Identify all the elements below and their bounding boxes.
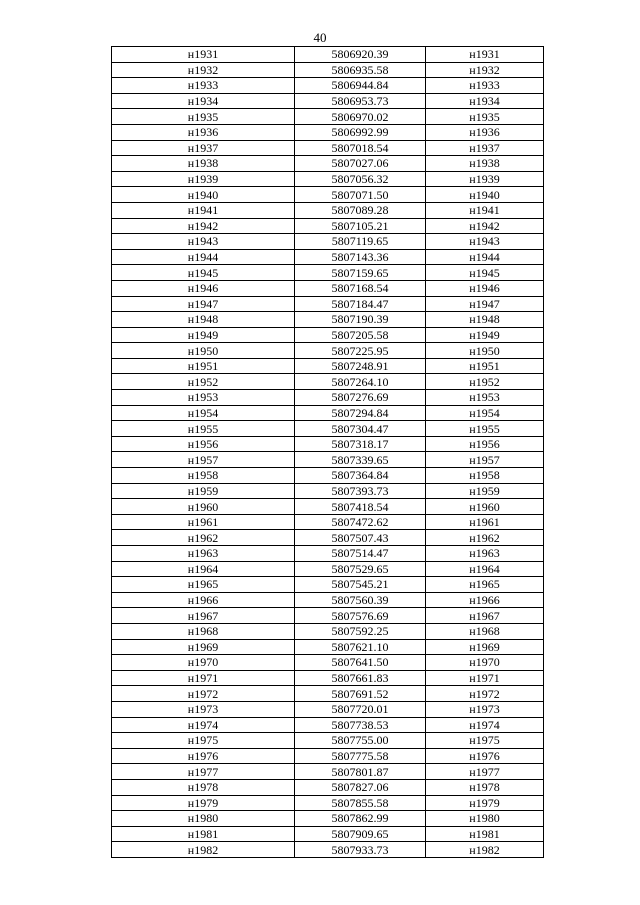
- coordinate-cell: 5807529.65: [295, 561, 426, 577]
- table-row: [112, 249, 544, 265]
- coordinate-cell: 5807827.06: [295, 779, 426, 795]
- coordinate-cell: 5807190.39: [295, 312, 426, 328]
- table-row: [112, 608, 544, 624]
- table-row: [112, 436, 544, 452]
- page-number: 40: [313, 30, 327, 45]
- point-id-repeat-cell: н1957: [426, 452, 544, 468]
- point-id-repeat-cell: н1941: [426, 202, 544, 218]
- table-row: [112, 592, 544, 608]
- point-id-cell: н1939: [112, 171, 295, 187]
- coordinate-cell: 5807105.21: [295, 218, 426, 234]
- coordinate-cell: 5807641.50: [295, 655, 426, 671]
- coordinate-cell: 5807089.28: [295, 202, 426, 218]
- coordinate-cell: 5807294.84: [295, 405, 426, 421]
- point-id-repeat-cell: н1970: [426, 655, 544, 671]
- table-row: [112, 296, 544, 312]
- coordinate-cell: 5807159.65: [295, 265, 426, 281]
- table-row: [112, 779, 544, 795]
- coordinate-cell: 5807143.36: [295, 249, 426, 265]
- coordinate-cell: 5807184.47: [295, 296, 426, 312]
- point-id-repeat-cell: н1978: [426, 779, 544, 795]
- point-id-cell: н1956: [112, 436, 295, 452]
- coordinate-cell: 5807205.58: [295, 327, 426, 343]
- coordinate-cell: 5807318.17: [295, 436, 426, 452]
- coordinates-table: [111, 46, 544, 858]
- coordinate-cell: 5807691.52: [295, 686, 426, 702]
- table-row: [112, 701, 544, 717]
- point-id-cell: н1982: [112, 842, 295, 858]
- point-id-repeat-cell: н1947: [426, 296, 544, 312]
- point-id-cell: н1979: [112, 795, 295, 811]
- point-id-repeat-cell: н1981: [426, 826, 544, 842]
- point-id-repeat-cell: н1944: [426, 249, 544, 265]
- point-id-repeat-cell: н1965: [426, 577, 544, 593]
- point-id-cell: н1950: [112, 343, 295, 359]
- point-id-repeat-cell: н1979: [426, 795, 544, 811]
- coordinate-cell: 5806944.84: [295, 78, 426, 94]
- table-row: [112, 733, 544, 749]
- table-row: [112, 390, 544, 406]
- coordinate-cell: 5807775.58: [295, 748, 426, 764]
- table-row: [112, 140, 544, 156]
- table-row: [112, 483, 544, 499]
- point-id-repeat-cell: н1959: [426, 483, 544, 499]
- point-id-cell: н1972: [112, 686, 295, 702]
- point-id-repeat-cell: н1969: [426, 639, 544, 655]
- table-row: [112, 218, 544, 234]
- table-row: [112, 421, 544, 437]
- point-id-repeat-cell: н1948: [426, 312, 544, 328]
- coordinates-table-body: [112, 47, 544, 858]
- point-id-repeat-cell: н1982: [426, 842, 544, 858]
- point-id-repeat-cell: н1971: [426, 670, 544, 686]
- point-id-repeat-cell: н1932: [426, 62, 544, 78]
- table-row: [112, 156, 544, 172]
- coordinate-cell: 5807364.84: [295, 468, 426, 484]
- point-id-cell: н1934: [112, 93, 295, 109]
- point-id-repeat-cell: н1953: [426, 390, 544, 406]
- point-id-cell: н1975: [112, 733, 295, 749]
- point-id-repeat-cell: н1935: [426, 109, 544, 125]
- table-row: [112, 62, 544, 78]
- point-id-cell: н1974: [112, 717, 295, 733]
- point-id-cell: н1936: [112, 124, 295, 140]
- point-id-cell: н1947: [112, 296, 295, 312]
- point-id-cell: н1970: [112, 655, 295, 671]
- table-row: [112, 187, 544, 203]
- point-id-cell: н1980: [112, 811, 295, 827]
- table-row: [112, 78, 544, 94]
- point-id-repeat-cell: н1938: [426, 156, 544, 172]
- point-id-cell: н1963: [112, 546, 295, 562]
- point-id-repeat-cell: н1939: [426, 171, 544, 187]
- table-row: [112, 280, 544, 296]
- table-row: [112, 47, 544, 63]
- point-id-cell: н1968: [112, 623, 295, 639]
- coordinate-cell: 5806935.58: [295, 62, 426, 78]
- point-id-cell: н1944: [112, 249, 295, 265]
- table-row: [112, 795, 544, 811]
- coordinate-cell: 5807862.99: [295, 811, 426, 827]
- table-row: [112, 358, 544, 374]
- point-id-cell: н1941: [112, 202, 295, 218]
- point-id-repeat-cell: н1974: [426, 717, 544, 733]
- table-row: [112, 655, 544, 671]
- point-id-cell: н1942: [112, 218, 295, 234]
- coordinate-cell: 5806970.02: [295, 109, 426, 125]
- point-id-cell: н1978: [112, 779, 295, 795]
- point-id-repeat-cell: н1945: [426, 265, 544, 281]
- coordinate-cell: 5807514.47: [295, 546, 426, 562]
- coordinate-cell: 5807621.10: [295, 639, 426, 655]
- table-row: [112, 452, 544, 468]
- table-row: [112, 405, 544, 421]
- point-id-cell: н1969: [112, 639, 295, 655]
- coordinate-cell: 5807248.91: [295, 358, 426, 374]
- table-row: [112, 93, 544, 109]
- table-row: [112, 811, 544, 827]
- point-id-cell: н1960: [112, 499, 295, 515]
- coordinate-cell: 5807801.87: [295, 764, 426, 780]
- coordinate-cell: 5807560.39: [295, 592, 426, 608]
- coordinate-cell: 5807418.54: [295, 499, 426, 515]
- point-id-repeat-cell: н1934: [426, 93, 544, 109]
- point-id-repeat-cell: н1937: [426, 140, 544, 156]
- table-row: [112, 717, 544, 733]
- point-id-cell: н1946: [112, 280, 295, 296]
- point-id-cell: н1965: [112, 577, 295, 593]
- point-id-cell: н1962: [112, 530, 295, 546]
- point-id-cell: н1945: [112, 265, 295, 281]
- point-id-cell: н1955: [112, 421, 295, 437]
- point-id-cell: н1937: [112, 140, 295, 156]
- point-id-cell: н1932: [112, 62, 295, 78]
- point-id-repeat-cell: н1963: [426, 546, 544, 562]
- point-id-cell: н1958: [112, 468, 295, 484]
- point-id-cell: н1949: [112, 327, 295, 343]
- table-row: [112, 577, 544, 593]
- coordinate-cell: 5807507.43: [295, 530, 426, 546]
- point-id-cell: н1951: [112, 358, 295, 374]
- point-id-cell: н1948: [112, 312, 295, 328]
- point-id-repeat-cell: н1958: [426, 468, 544, 484]
- point-id-repeat-cell: н1977: [426, 764, 544, 780]
- point-id-repeat-cell: н1950: [426, 343, 544, 359]
- table-row: [112, 530, 544, 546]
- coordinate-cell: 5807855.58: [295, 795, 426, 811]
- point-id-repeat-cell: н1936: [426, 124, 544, 140]
- point-id-repeat-cell: н1951: [426, 358, 544, 374]
- table-row: [112, 748, 544, 764]
- table-row: [112, 686, 544, 702]
- point-id-repeat-cell: н1940: [426, 187, 544, 203]
- table-row: [112, 124, 544, 140]
- table-row: [112, 546, 544, 562]
- coordinate-cell: 5807018.54: [295, 140, 426, 156]
- coordinate-cell: 5807071.50: [295, 187, 426, 203]
- coordinate-cell: 5807720.01: [295, 701, 426, 717]
- point-id-repeat-cell: н1946: [426, 280, 544, 296]
- point-id-cell: н1971: [112, 670, 295, 686]
- point-id-repeat-cell: н1976: [426, 748, 544, 764]
- point-id-cell: н1933: [112, 78, 295, 94]
- coordinate-cell: 5806953.73: [295, 93, 426, 109]
- coordinate-cell: 5807472.62: [295, 514, 426, 530]
- point-id-repeat-cell: н1952: [426, 374, 544, 390]
- point-id-repeat-cell: н1964: [426, 561, 544, 577]
- point-id-repeat-cell: н1972: [426, 686, 544, 702]
- point-id-cell: н1952: [112, 374, 295, 390]
- table-row: [112, 343, 544, 359]
- coordinate-cell: 5807304.47: [295, 421, 426, 437]
- table-row: [112, 171, 544, 187]
- point-id-cell: н1957: [112, 452, 295, 468]
- table-row: [112, 639, 544, 655]
- point-id-cell: н1953: [112, 390, 295, 406]
- coordinate-cell: 5807545.21: [295, 577, 426, 593]
- point-id-repeat-cell: н1949: [426, 327, 544, 343]
- point-id-cell: н1981: [112, 826, 295, 842]
- coordinate-cell: 5807276.69: [295, 390, 426, 406]
- point-id-repeat-cell: н1933: [426, 78, 544, 94]
- point-id-repeat-cell: н1975: [426, 733, 544, 749]
- coordinate-cell: 5807592.25: [295, 623, 426, 639]
- point-id-repeat-cell: н1973: [426, 701, 544, 717]
- point-id-cell: н1954: [112, 405, 295, 421]
- point-id-cell: н1964: [112, 561, 295, 577]
- table-row: [112, 374, 544, 390]
- point-id-repeat-cell: н1954: [426, 405, 544, 421]
- table-row: [112, 670, 544, 686]
- coordinate-cell: 5807738.53: [295, 717, 426, 733]
- point-id-repeat-cell: н1942: [426, 218, 544, 234]
- table-row: [112, 514, 544, 530]
- point-id-cell: н1959: [112, 483, 295, 499]
- point-id-cell: н1967: [112, 608, 295, 624]
- point-id-cell: н1938: [112, 156, 295, 172]
- point-id-repeat-cell: н1980: [426, 811, 544, 827]
- point-id-cell: н1961: [112, 514, 295, 530]
- coordinate-cell: 5807339.65: [295, 452, 426, 468]
- point-id-repeat-cell: н1931: [426, 47, 544, 63]
- coordinate-cell: 5807119.65: [295, 234, 426, 250]
- point-id-repeat-cell: н1960: [426, 499, 544, 515]
- point-id-repeat-cell: н1961: [426, 514, 544, 530]
- point-id-cell: н1973: [112, 701, 295, 717]
- point-id-repeat-cell: н1955: [426, 421, 544, 437]
- point-id-cell: н1931: [112, 47, 295, 63]
- point-id-repeat-cell: н1968: [426, 623, 544, 639]
- point-id-repeat-cell: н1967: [426, 608, 544, 624]
- table-row: [112, 312, 544, 328]
- point-id-cell: н1935: [112, 109, 295, 125]
- coordinate-cell: 5807661.83: [295, 670, 426, 686]
- table-row: [112, 499, 544, 515]
- table-row: [112, 109, 544, 125]
- coordinate-cell: 5807056.32: [295, 171, 426, 187]
- table-row: [112, 842, 544, 858]
- point-id-cell: н1940: [112, 187, 295, 203]
- point-id-cell: н1966: [112, 592, 295, 608]
- table-row: [112, 202, 544, 218]
- point-id-repeat-cell: н1943: [426, 234, 544, 250]
- point-id-cell: н1976: [112, 748, 295, 764]
- coordinate-cell: 5807393.73: [295, 483, 426, 499]
- point-id-repeat-cell: н1962: [426, 530, 544, 546]
- coordinate-cell: 5806920.39: [295, 47, 426, 63]
- coordinate-cell: 5807755.00: [295, 733, 426, 749]
- table-row: [112, 234, 544, 250]
- point-id-cell: н1943: [112, 234, 295, 250]
- table-row: [112, 468, 544, 484]
- coordinate-cell: 5807264.10: [295, 374, 426, 390]
- coordinate-cell: 5807576.69: [295, 608, 426, 624]
- coordinate-cell: 5807168.54: [295, 280, 426, 296]
- point-id-repeat-cell: н1966: [426, 592, 544, 608]
- point-id-cell: н1977: [112, 764, 295, 780]
- table-row: [112, 826, 544, 842]
- coordinate-cell: 5807027.06: [295, 156, 426, 172]
- table-row: [112, 327, 544, 343]
- coordinate-cell: 5807225.95: [295, 343, 426, 359]
- point-id-repeat-cell: н1956: [426, 436, 544, 452]
- table-row: [112, 623, 544, 639]
- coordinate-cell: 5807933.73: [295, 842, 426, 858]
- table-row: [112, 265, 544, 281]
- coordinate-cell: 5806992.99: [295, 124, 426, 140]
- table-row: [112, 561, 544, 577]
- table-row: [112, 764, 544, 780]
- coordinate-cell: 5807909.65: [295, 826, 426, 842]
